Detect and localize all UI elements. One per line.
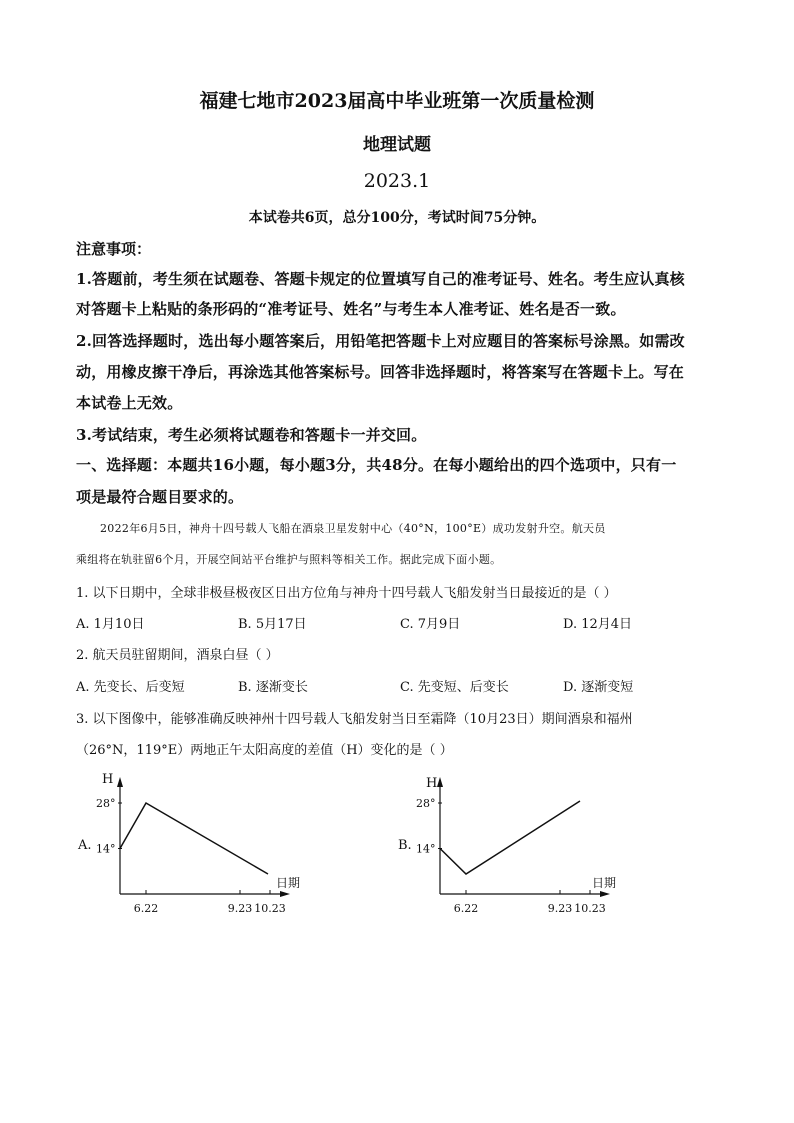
exam-info: 本试卷共6页，总分100分，考试时间75分钟。 <box>248 210 546 226</box>
notice-item3: 3.考试结束，考生必须将试题卷和答题卡一并交回。 <box>76 426 427 444</box>
chart-a-series-line <box>120 803 268 874</box>
q2-stem: 2. 航天员驻留期间，酒泉白昼（ ） <box>76 648 279 663</box>
notice-item1-line1: 1.答题前，考生须在试题卷、答题卡规定的位置填写自己的准考证号、姓名。考生应认真核 <box>76 270 685 288</box>
chart-b-ytick-label: 14° <box>416 842 436 856</box>
q1-option-b: B. 5月17日 <box>238 617 307 632</box>
q1-stem: 1. 以下日期中，全球非极昼极夜区日出方位角与神舟十四号载人飞船发射当日最接近的是（ ） <box>76 586 617 601</box>
notice-item2-line1: 2.回答选择题时，选出每小题答案后，用铅笔把答题卡上对应题目的答案标号涂黑。如需改 <box>76 332 685 350</box>
chart-b-ytick-label: 28° <box>416 797 436 810</box>
chart-a-ticks <box>96 797 286 915</box>
chart-b-x-arrow <box>600 891 610 897</box>
q2-option-a: A. 先变长、后变短 <box>76 680 185 695</box>
exam-date: 2023.1 <box>363 170 431 192</box>
chart-a-x-arrow <box>280 891 290 897</box>
chart-b-y-arrow <box>437 777 443 787</box>
q1-option-d: D. 12月4日 <box>563 617 633 632</box>
chart-b-xtick-label: 10.23 <box>574 902 606 915</box>
chart-a-xtick-label: 6.22 <box>133 902 159 915</box>
q1-option-c: C. 7月9日 <box>400 617 461 632</box>
chart-a-ytick-label: 14° <box>96 842 116 856</box>
chart-b-xlabel: 日期 <box>592 876 617 890</box>
section1-line1: 一、选择题：本题共16小题，每小题3分，共48分。在每小题给出的四个选项中，只有一 <box>76 456 677 474</box>
chart-a <box>70 765 320 925</box>
chart-a-xlabel: 日期 <box>276 876 301 890</box>
chart-b-ticks <box>416 797 606 915</box>
q3-stem-line2: （26°N，119°E）两地正午太阳高度的差值（H）变化的是（ ） <box>76 743 453 758</box>
notice-item1-line2: 对答题卡上粘贴的条形码的“准考证号、姓名”与考生本人准考证、姓名是否一致。 <box>76 300 626 318</box>
chart-a-xtick-label: 10.23 <box>254 902 286 915</box>
notice-item2-line2: 动，用橡皮擦干净后，再涂选其他答案标号。回答非选择题时，将答案写在答题卡上。写在 <box>76 363 685 381</box>
chart-b-ylabel: H <box>426 776 438 791</box>
chart-a-xtick-label: 9.23 <box>227 902 253 915</box>
exam-title: 福建七地市2023届高中毕业班第一次质量检测 <box>199 90 595 112</box>
chart-a-ylabel: H <box>102 772 114 787</box>
q2-option-d: D. 逐渐变短 <box>563 680 634 695</box>
chart-b-option-label: B. <box>398 838 412 853</box>
chart-a-ytick-label: 28° <box>96 797 116 810</box>
chart-a-y-arrow <box>117 777 123 787</box>
notice-item2-line3: 本试卷上无效。 <box>76 394 183 412</box>
chart-a-option-label: A. <box>78 838 92 853</box>
q1-option-a: A. 1月10日 <box>76 617 145 632</box>
chart-b-xtick-label: 9.23 <box>547 902 573 915</box>
chart-b-xtick-label: 6.22 <box>453 902 479 915</box>
notice-heading: 注意事项： <box>76 240 152 258</box>
subject-title: 地理试题 <box>363 135 431 155</box>
context-line1: 2022年6月5日，神舟十四号载人飞船在酒泉卫星发射中心（40°N，100°E）成功发射升空。航天员 <box>100 522 606 535</box>
q2-option-b: B. 逐渐变长 <box>238 680 308 695</box>
q2-option-c: C. 先变短、后变长 <box>400 680 509 695</box>
chart-b <box>390 765 640 925</box>
context-line2: 乘组将在轨驻留6个月，开展空间站平台维护与照料等相关工作。据此完成下面小题。 <box>76 553 502 566</box>
q3-stem-line1: 3. 以下图像中，能够准确反映神州十四号载人飞船发射当日至霜降（10月23日）期间酒泉和福州 <box>76 712 633 727</box>
chart-b-series-line <box>440 801 580 874</box>
section1-line2: 项是最符合题目要求的。 <box>76 488 244 506</box>
